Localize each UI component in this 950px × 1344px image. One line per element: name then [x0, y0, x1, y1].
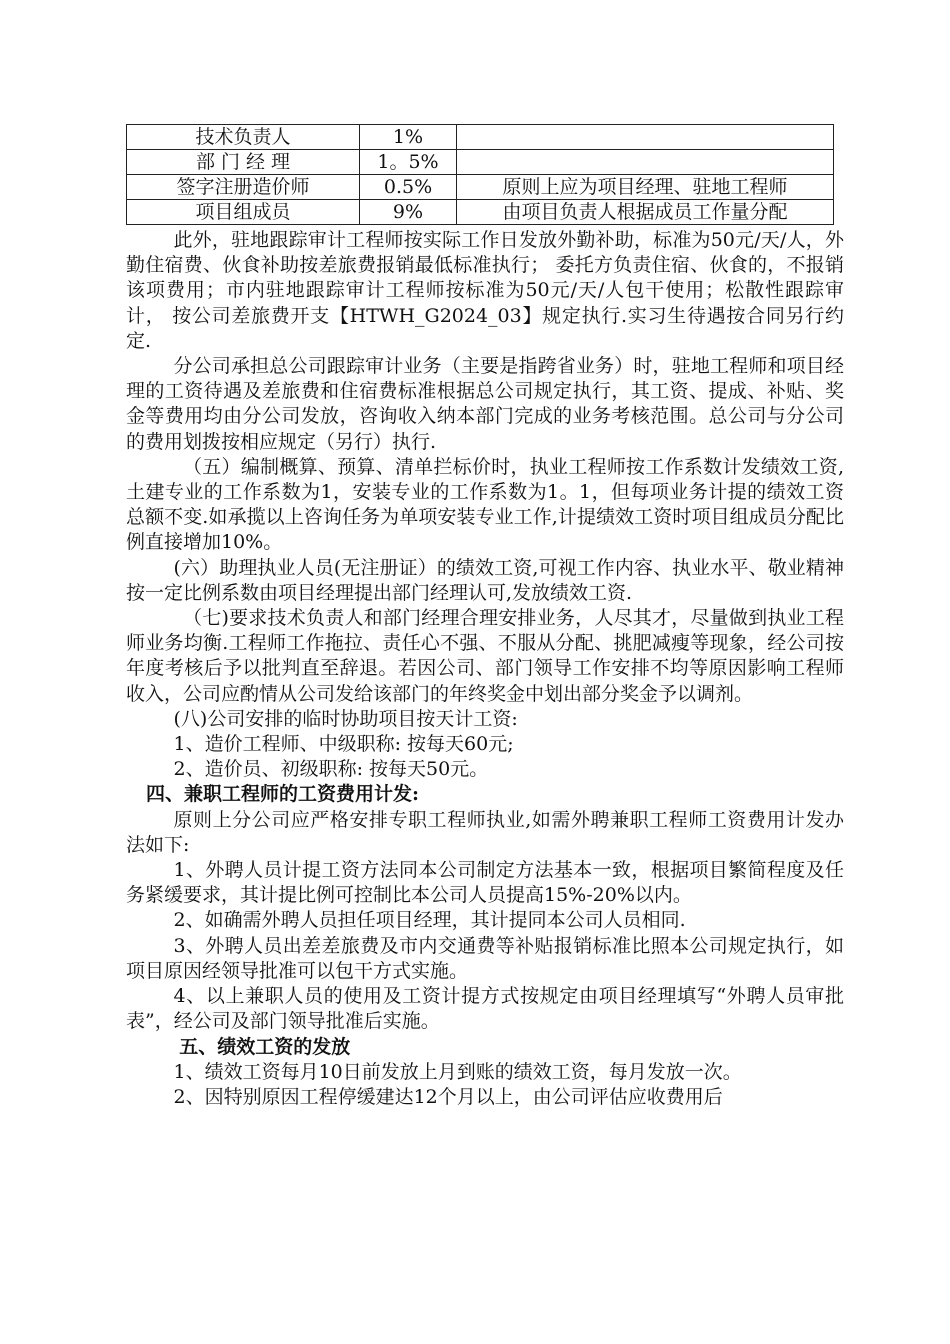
paragraph-item-5: （五）编制概算、预算、清单拦标价时，执业工程师按工作系数计发绩效工资,土建专业的工作系数为1，安装专业的工作系数为1。1，但每项业务计提的绩效工资总额不变.如承揽以上咨询任务为单项安装专业工作,计提绩效工资时项目组成员分配比例直接增加10%。 [126, 455, 844, 554]
paragraph-branch-office: 分公司承担总公司跟踪审计业务（主要是指跨省业务）时，驻地工程师和项目经理的工资待遇及差旅费和住宿费标准根据总公司规定执行，其工资、提成、补贴、奖金等费用均由分公司发放，咨询收入纳本部门完成的业务考核范围。总公司与分公司的费用划拨按相应规定（另行）执行. [126, 355, 844, 453]
section-heading-5: 五、绩效工资的发放 [179, 1035, 351, 1058]
section-heading-4: 四、兼职工程师的工资费用计发: [146, 783, 420, 806]
note-cell [457, 125, 834, 150]
paragraph-field-allowance: 此外，驻地跟踪审计工程师按实际工作日发放外勤补助，标准为50元/天/人，外勤住宿费、伙食补助按差旅费报销最低标准执行； 委托方负责住宿、伙食的，不报销该项费用；市内驻地跟踪审计工程师按标准为50元/天/人包干使用；松散性跟踪审计， 按公司差旅费开支【HTWH_G2024_03】规定执行.实习生待遇按合同另行约定. [126, 229, 844, 352]
commission-rate-table [126, 124, 834, 225]
role-cell: 技术负责人 [127, 125, 360, 150]
note-cell [457, 150, 834, 175]
list-item: 2、如确需外聘人员担任项目经理，其计提同本公司人员相同. [173, 909, 686, 932]
rate-cell: 1。5% [360, 150, 457, 175]
paragraph-item-8: (八)公司安排的临时协助项目按天计工资: [173, 707, 518, 730]
table-row [127, 200, 834, 225]
list-item: 3、外聘人员出差差旅费及市内交通费等补贴报销标准比照本公司规定执行，如项目原因经领导批准可以包干方式实施。 [126, 934, 844, 982]
table-row [127, 150, 834, 175]
paragraph-item-7: （七)要求技术负责人和部门经理合理安排业务，人尽其才，尽量做到执业工程师业务均衡.工程师工作拖拉、责任心不强、不服从分配、挑肥减瘦等现象，经公司按年度考核后予以批判直至辞退。若因公司、部门领导工作安排不均等原因影响工程师收入，公司应酌情从公司发给该部门的年终奖金中划出部分奖金予以调剂。 [126, 607, 844, 705]
document-body [126, 228, 844, 1110]
note-cell: 由项目负责人根据成员工作量分配 [457, 200, 834, 225]
role-cell: 项目组成员 [127, 200, 360, 225]
paragraph-section-4-intro: 原则上分公司应严格安排专职工程师执业,如需外聘兼职工程师工资费用计发办法如下: [126, 808, 844, 856]
table-row [127, 125, 834, 150]
rate-cell: 0.5% [360, 175, 457, 200]
list-item: 1、绩效工资每月10日前发放上月到账的绩效工资，每月发放一次。 [173, 1060, 742, 1083]
list-item: 1、外聘人员计提工资方法同本公司制定方法基本一致，根据项目繁简程度及任务紧缓要求，其计提比例可控制比本公司人员提高15%-20%以内。 [126, 859, 844, 907]
list-item: 1、造价工程师、中级职称: 按每天60元; [173, 733, 514, 756]
note-cell: 原则上应为项目经理、驻地工程师 [457, 175, 834, 200]
list-item: 4、以上兼职人员的使用及工资计提方式按规定由项目经理填写“外聘人员审批表”，经公司及部门领导批准后实施。 [126, 985, 844, 1033]
role-cell: 部 门 经 理 [127, 150, 360, 175]
paragraph-item-6: (六）助理执业人员(无注册证）的绩效工资,可视工作内容、执业水平、敬业精神按一定比例系数由项目经理提出部门经理认可,发放绩效工资. [126, 556, 844, 604]
table-row [127, 175, 834, 200]
list-item: 2、造价员、初级职称: 按每天50元。 [173, 758, 489, 781]
list-item: 2、因特别原因工程停缓建达12个月以上，由公司评估应收费用后 [173, 1085, 723, 1108]
rate-cell: 9% [360, 200, 457, 225]
rate-cell: 1% [360, 125, 457, 150]
role-cell: 签字注册造价师 [127, 175, 360, 200]
